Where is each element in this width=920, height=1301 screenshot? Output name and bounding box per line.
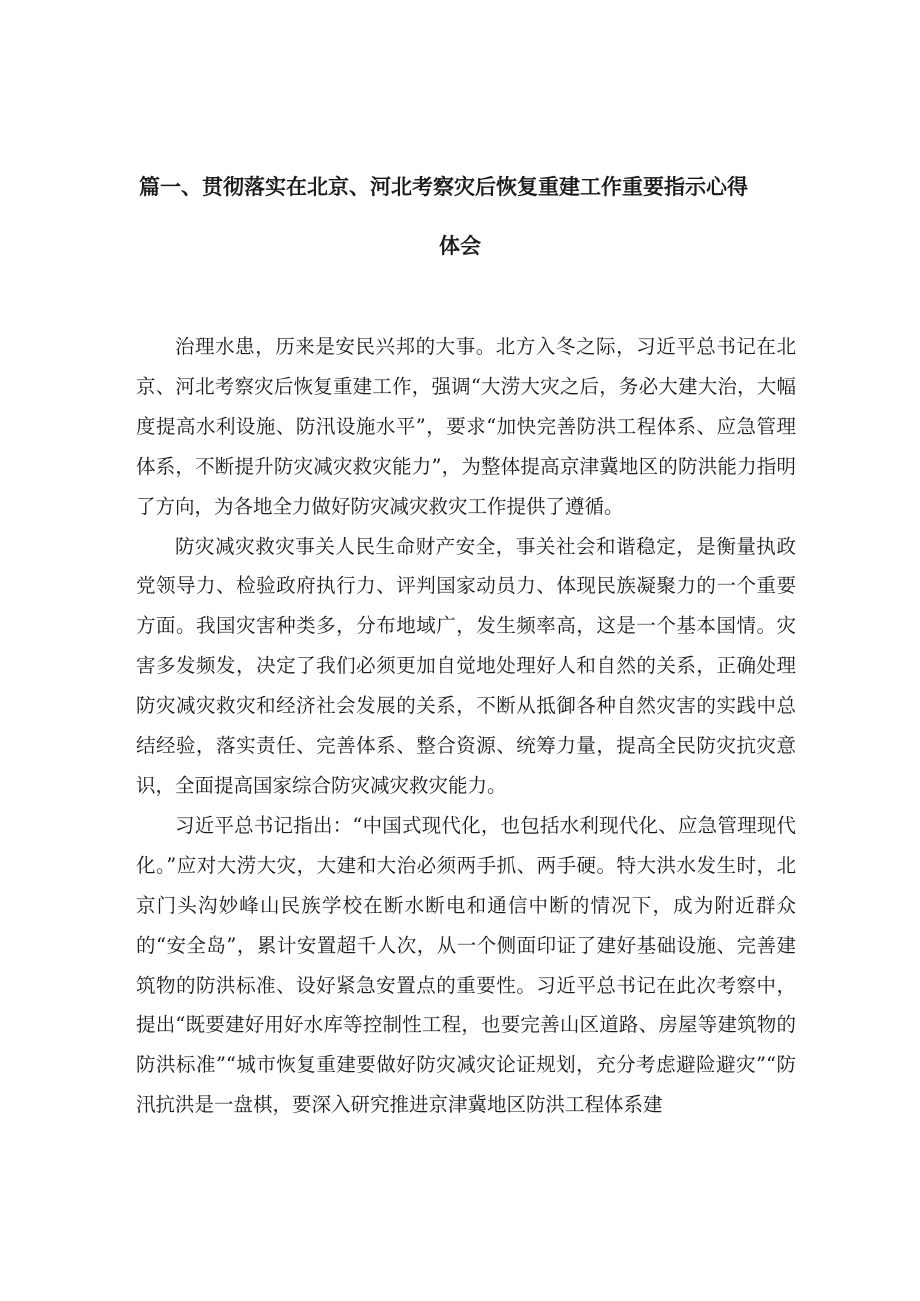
document-title-line-2: 体会 [439, 234, 481, 258]
paragraph-2: 防灾减灾救灾事关人民生命财产安全，事关社会和谐稳定，是衡量执政党领导力、检验政府执行力、评判国家动员力、体现民族凝聚力的一个重要方面。我国灾害种类多，分布地域广，发生频率高，这是一个基本国情。灾害多发频发，决定了我们必须更加自觉地处理好人和自然的关系，正确处理防灾减灾救灾和经济社会发展的关系，不断从抵御各种自然灾害的实践中总结经验，落实责任、完善体系、整合资源、统筹力量，提高全民防灾抗灾意识，全面提高国家综合防灾减灾救灾能力。 [136, 534, 796, 797]
paragraph-3: 习近平总书记指出：“中国式现代化，也包括水利现代化、应急管理现代化。”应对大涝大灾，大建和大治必须两手抓、两手硬。特大洪水发生时，北京门头沟妙峰山民族学校在断水断电和通信中断的情况下，成为附近群众的“安全岛”，累计安置超千人次，从一个侧面印证了建好基础设施、完善建筑物的防洪标准、设好紧急安置点的重要性。习近平总书记在此次考察中，提出“既要建好用好水库等控制性工程，也要完善山区道路、房屋等建筑物的防洪标准”“城市恢复重建要做好防灾减灾论证规划，充分考虑避险避灾”“防汛抗洪是一盘棋，要深入研究推进京津冀地区防洪工程体系建 [136, 813, 796, 1117]
document-title-line-1: 篇一、贯彻落实在北京、河北考察灾后恢复重建工作重要指示心得 [139, 175, 748, 199]
paragraph-1: 治理水患，历来是安民兴邦的大事。北方入冬之际，习近平总书记在北京、河北考察灾后恢复重建工作，强调“大涝大灾之后，务必大建大治，大幅度提高水利设施、防汛设施水平”，要求“加快完善防洪工程体系、应急管理体系，不断提升防灾减灾救灾能力”，为整体提高京津冀地区的防洪能力指明了方向，为各地全力做好防灾减灾救灾工作提供了遵循。 [136, 335, 796, 518]
document-body [136, 327, 796, 1125]
